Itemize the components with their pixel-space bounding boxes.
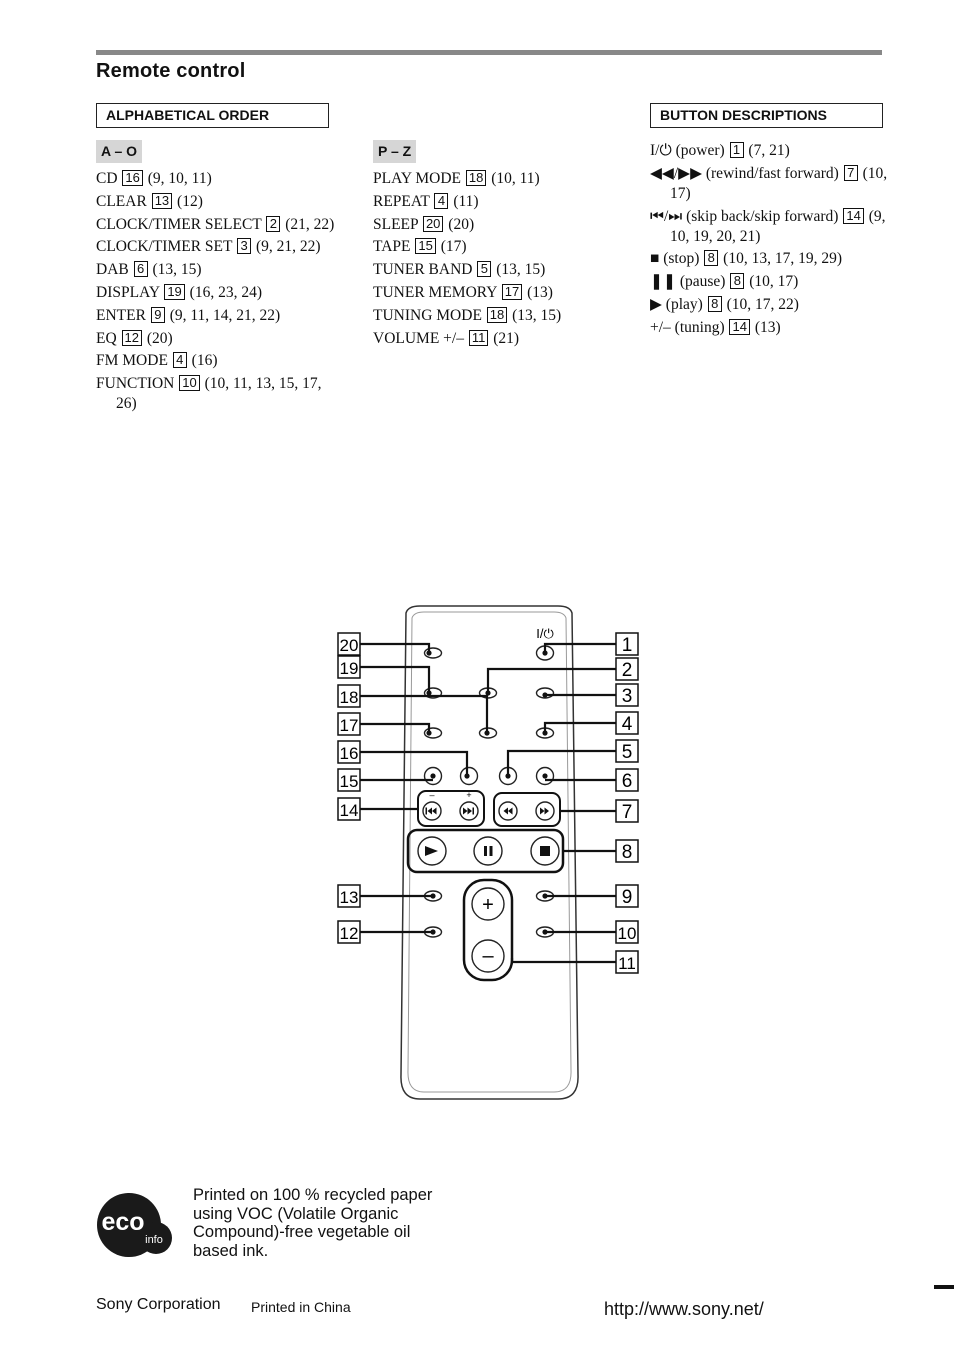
index-entry xyxy=(96,237,336,257)
right-callouts xyxy=(616,633,638,973)
callout-number: 5 xyxy=(621,742,633,763)
tag-p-z: P – Z xyxy=(373,140,416,163)
callout-number: 19 xyxy=(339,659,359,678)
entry-callout-number: 11 xyxy=(469,330,489,346)
entry-name: ⏮/⏭ (skip back/skip forward) xyxy=(650,207,839,225)
index-entry xyxy=(96,306,336,326)
callout-number: 9 xyxy=(621,887,633,908)
entry-name: REPEAT xyxy=(373,192,430,210)
index-entry xyxy=(373,260,613,280)
entry-callout-number: 6 xyxy=(134,261,148,277)
callout-number: 12 xyxy=(339,924,359,943)
entry-page-refs: (13, 15) xyxy=(496,261,546,279)
entry-name: DISPLAY xyxy=(96,283,160,301)
list-button-descriptions xyxy=(650,141,890,341)
entry-callout-number: 7 xyxy=(844,165,858,181)
left-callouts xyxy=(338,633,360,943)
index-entry xyxy=(373,169,613,189)
index-entry xyxy=(373,237,613,257)
index-entry xyxy=(96,260,336,280)
entry-page-refs: (10, 13, 17, 19, 29) xyxy=(723,250,842,268)
callout-number: 18 xyxy=(339,688,359,707)
index-entry xyxy=(373,283,613,303)
entry-callout-number: 2 xyxy=(266,216,280,232)
callout-number: 8 xyxy=(621,842,633,863)
stop-icon xyxy=(540,846,550,856)
entry-callout-number: 20 xyxy=(423,216,443,232)
entry-name: ■ (stop) xyxy=(650,250,700,268)
entry-page-refs: (10, 17, 22) xyxy=(726,295,799,313)
callout-number: 1 xyxy=(621,635,633,656)
entry-name: ◀◀/▶▶ (rewind/fast forward) xyxy=(650,164,839,182)
entry-page-refs: (20) xyxy=(146,329,173,347)
entry-callout-number: 4 xyxy=(434,193,448,209)
entry-name: ENTER xyxy=(96,306,146,324)
entry-name: TAPE xyxy=(373,238,411,256)
index-entry xyxy=(96,192,336,212)
index-entry xyxy=(650,249,890,269)
button-descriptions-heading: BUTTON DESCRIPTIONS xyxy=(650,103,883,128)
eco-logo-word: eco xyxy=(101,1208,145,1236)
entry-page-refs: (9, 11, 14, 21, 22) xyxy=(169,306,281,324)
eco-text: Printed on 100 % recycled paper using VOC (Volatile Organic Compound)-free vegetable oil based ink. xyxy=(193,1186,433,1260)
callout-number: 10 xyxy=(617,924,637,943)
footer-printed: Printed in China xyxy=(251,1299,351,1315)
edge-mark xyxy=(934,1285,954,1289)
entry-name: I/⏻ (power) xyxy=(650,142,725,159)
entry-callout-number: 8 xyxy=(704,250,718,266)
index-entry xyxy=(96,374,336,414)
entry-callout-number: 15 xyxy=(415,238,435,254)
footer-url[interactable]: http://www.sony.net/ xyxy=(604,1299,764,1319)
entry-callout-number: 13 xyxy=(152,193,172,209)
entry-callout-number: 8 xyxy=(730,273,744,289)
entry-name: SLEEP xyxy=(373,215,419,233)
entry-callout-number: 1 xyxy=(730,142,744,158)
page-title: Remote control xyxy=(96,60,246,82)
entry-name: TUNER MEMORY xyxy=(373,283,497,301)
tuning-minus-label: – xyxy=(429,790,435,800)
entry-callout-number: 18 xyxy=(487,307,507,323)
index-entry xyxy=(650,318,890,338)
entry-name: ▶ (play) xyxy=(650,295,703,313)
index-entry xyxy=(650,207,890,247)
volume-plus-label: + xyxy=(482,894,494,916)
entry-callout-number: 9 xyxy=(151,307,165,323)
entry-name: TUNING MODE xyxy=(373,306,482,324)
entry-callout-number: 16 xyxy=(122,170,142,186)
entry-callout-number: 3 xyxy=(237,238,251,254)
top-rule xyxy=(96,50,882,55)
footer-corporation: Sony Corporation xyxy=(96,1296,221,1313)
index-entry xyxy=(650,141,890,161)
entry-callout-number: 5 xyxy=(477,261,491,277)
callout-number: 11 xyxy=(618,954,636,973)
entry-callout-number: 14 xyxy=(729,319,749,335)
entry-callout-number: 14 xyxy=(843,208,863,224)
tag-a-o: A – O xyxy=(96,140,142,163)
entry-page-refs: (21, 22) xyxy=(285,215,335,233)
entry-page-refs: (16, 23, 24) xyxy=(189,283,262,301)
entry-callout-number: 12 xyxy=(122,330,142,346)
entry-name: TUNER BAND xyxy=(373,261,473,279)
entry-page-refs: (12) xyxy=(177,192,203,210)
entry-callout-number: 19 xyxy=(164,284,184,300)
entry-name: FM MODE xyxy=(96,352,168,370)
entry-name: CD xyxy=(96,170,118,187)
callout-number: 7 xyxy=(621,802,633,823)
entry-page-refs: (9, 10, 19, 20, 21) xyxy=(670,207,886,245)
callout-number: 15 xyxy=(339,772,359,791)
callout-number: 4 xyxy=(621,714,633,735)
entry-page-refs: (17) xyxy=(440,238,467,256)
power-symbol-label: I/⏻ xyxy=(536,626,554,641)
callout-number: 14 xyxy=(339,801,359,820)
index-entry xyxy=(96,215,336,235)
entry-page-refs: (10, 17) xyxy=(670,164,888,202)
entry-callout-number: 4 xyxy=(173,352,187,368)
pause-button[interactable] xyxy=(474,837,502,865)
entry-callout-number: 10 xyxy=(179,375,199,391)
entry-name: ❚❚ (pause) xyxy=(650,273,726,291)
callout-number: 13 xyxy=(339,888,359,907)
index-entry xyxy=(650,295,890,315)
entry-page-refs: (9, 10, 11) xyxy=(147,170,212,187)
callout-number: 16 xyxy=(339,744,359,763)
index-entry xyxy=(373,192,613,212)
entry-name: CLOCK/TIMER SELECT xyxy=(96,215,262,233)
eco-info-logo xyxy=(96,1192,172,1258)
callout-number: 17 xyxy=(339,716,359,735)
entry-page-refs: (10, 17) xyxy=(749,273,799,291)
entry-name: PLAY MODE xyxy=(373,170,461,187)
entry-callout-number: 8 xyxy=(708,296,722,312)
entry-callout-number: 18 xyxy=(466,170,486,186)
entry-callout-number: 17 xyxy=(502,284,522,300)
callout-number: 2 xyxy=(621,660,633,681)
index-entry xyxy=(96,283,336,303)
volume-minus-label: – xyxy=(482,945,494,967)
entry-name: EQ xyxy=(96,329,117,347)
entry-page-refs: (13, 15) xyxy=(512,306,562,324)
entry-page-refs: (10, 11) xyxy=(491,170,540,187)
entry-page-refs: (13) xyxy=(527,283,553,301)
entry-page-refs: (16) xyxy=(191,352,218,370)
callout-number: 6 xyxy=(621,771,633,792)
entry-name: +/– (tuning) xyxy=(650,318,725,336)
callout-number: 3 xyxy=(621,686,633,707)
entry-name: CLOCK/TIMER SET xyxy=(96,238,233,256)
index-entry xyxy=(650,164,890,204)
entry-name: CLEAR xyxy=(96,192,147,210)
index-entry xyxy=(96,329,336,349)
callout-number: 20 xyxy=(339,636,359,655)
entry-page-refs: (21) xyxy=(493,329,520,347)
index-entry xyxy=(373,215,613,235)
index-entry xyxy=(373,329,613,349)
entry-page-refs: (13) xyxy=(754,318,781,336)
entry-name: DAB xyxy=(96,261,129,279)
entry-page-refs: (9, 21, 22) xyxy=(255,238,321,256)
entry-page-refs: (10, 11, 13, 15, 17, 26) xyxy=(116,375,322,413)
index-entry xyxy=(96,351,336,371)
entry-page-refs: (20) xyxy=(448,215,475,233)
index-entry xyxy=(96,169,336,189)
alphabetical-order-heading: ALPHABETICAL ORDER xyxy=(96,103,329,128)
list-p-z xyxy=(373,169,613,351)
list-a-o xyxy=(96,169,336,417)
entry-name: VOLUME +/– xyxy=(373,329,464,347)
entry-page-refs: (7, 21) xyxy=(748,142,790,159)
eco-logo-sub: info xyxy=(145,1234,163,1246)
index-entry xyxy=(373,306,613,326)
entry-page-refs: (11) xyxy=(453,192,479,210)
entry-page-refs: (13, 15) xyxy=(152,261,202,279)
remote-control-diagram xyxy=(330,600,650,1110)
index-entry xyxy=(650,272,890,292)
entry-name: FUNCTION xyxy=(96,375,175,393)
tuning-plus-label: + xyxy=(466,790,472,800)
